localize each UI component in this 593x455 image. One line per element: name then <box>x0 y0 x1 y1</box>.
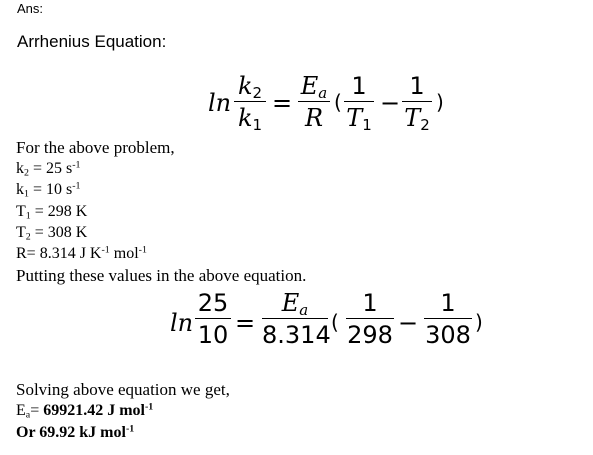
equals-sign: = <box>272 89 293 117</box>
rate-ratio-fraction: 25 10 <box>195 291 231 347</box>
close-paren: ) <box>436 90 444 114</box>
given-k1: $k_1 = 10$ $s^{-1}$ <box>16 180 81 200</box>
ans-label: Ans: <box>17 1 44 16</box>
ea-over-8314-fraction: $E_a$ 8.314 <box>262 289 331 349</box>
one-over-298-fraction: 1 298 <box>347 289 393 349</box>
minus-sign: − <box>398 309 419 337</box>
open-paren: ( <box>331 310 339 334</box>
one-over-308-fraction: 1 308 <box>425 289 471 349</box>
ln-symbol: ln <box>170 309 194 337</box>
one-over-t2-fraction: 1 $T_2$ <box>402 74 432 130</box>
given-t1: $T_1 = 298$ K <box>16 203 88 222</box>
given-intro: For the above problem, <box>16 138 175 157</box>
ea-over-r-fraction: $E_a$ R <box>298 74 330 130</box>
given-k2: $k_2 = 25$ $s^{-1}$ <box>16 159 81 179</box>
k-ratio-fraction: $k_2$ $k_1$ <box>234 74 266 130</box>
kj-result: Or 69.92 kJ mol$^{-1}$ <box>16 423 135 441</box>
equation-title: Arrhenius Equation: <box>17 32 167 51</box>
solving-text: Solving above equation we get, <box>16 380 230 399</box>
minus-sign: − <box>380 89 401 117</box>
ln-symbol: ln <box>208 89 232 117</box>
close-paren: ) <box>475 310 483 334</box>
putting-values-text: Putting these values in the above equation. <box>16 266 307 285</box>
given-r: R= 8.314 J $K^{-1}$ mol$^{-1}$ <box>16 244 147 262</box>
ea-result: $E_a= 69921.42$ J mol$^{-1}$ <box>16 401 154 421</box>
open-paren: ( <box>334 90 342 114</box>
given-t2: $T_2 = 308$ K <box>16 224 88 243</box>
equals-sign: = <box>235 309 256 337</box>
one-over-t1-fraction: 1 $T_1$ <box>344 74 374 130</box>
